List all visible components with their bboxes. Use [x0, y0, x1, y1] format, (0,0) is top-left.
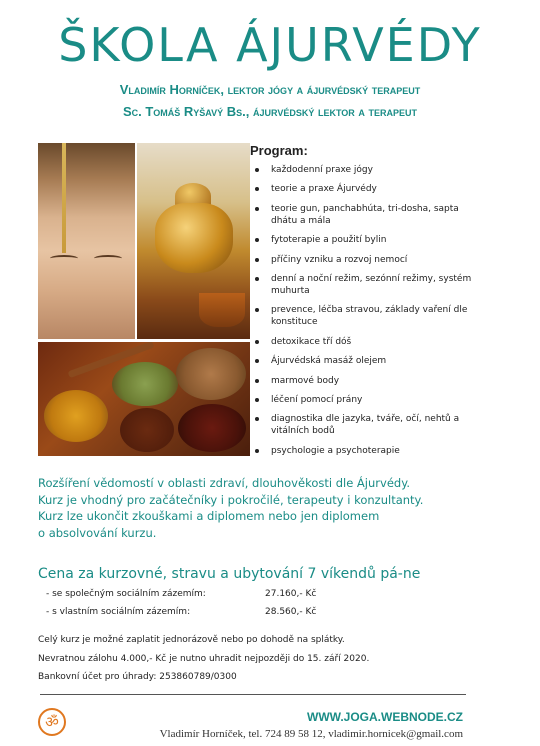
photo-collage — [38, 143, 250, 456]
program-item: příčiny vzniku a rozvoj nemocí — [250, 254, 480, 266]
lecturer-line-1: Vladimír Horníček, lektor jógy a ájurvédský terapeut — [119, 82, 421, 97]
course-description — [38, 475, 508, 541]
om-icon: ॐ — [38, 708, 66, 736]
program-item: teorie gun, panchabhúta, tri-dosha, sapta dhátu a mála — [250, 203, 480, 227]
lecturer-line-2: Sc. Tomáš Ryšavý Bs., ájurvédský lektor a terapeut — [122, 104, 418, 119]
price-row-shared — [46, 589, 317, 599]
program-item: diagnostika dle jazyka, tváře, očí, nehtů a vitálních bodů — [250, 413, 480, 437]
program-item: léčení pomocí prány — [250, 394, 480, 406]
deposit-info: Nevratnou zálohu 4.000,- Kč je nutno uhradit nejpozději do 15. září 2020. — [38, 654, 370, 664]
spices-photo — [38, 342, 250, 456]
description-line: Kurz lze ukončit zkouškami a diplomem nebo jen diplomem — [38, 509, 380, 523]
program-section — [250, 143, 480, 464]
contact-line: Vladimír Horníček, tel. 724 89 58 12, vladimir.hornicek@gmail.com — [159, 728, 463, 740]
footer-divider — [40, 694, 466, 695]
program-item: denní a noční režim, sezónní režimy, systém muhurta — [250, 273, 480, 297]
price-value: 27.160,- Kč — [265, 589, 317, 599]
program-item: teorie a praxe Ájurvédy — [250, 183, 480, 195]
price-label: - s vlastním sociálním zázemím: — [46, 607, 191, 617]
program-item: Ájurvédská masáž olejem — [250, 355, 480, 367]
oil-massage-photo — [38, 143, 135, 339]
teapot-photo — [137, 143, 250, 339]
price-row-private — [46, 607, 317, 617]
program-item: marmové body — [250, 375, 480, 387]
payment-info: Celý kurz je možné zaplatit jednorázově nebo po dohodě na splátky. — [38, 635, 345, 645]
program-list — [250, 164, 480, 457]
website-link[interactable]: WWW.JOGA.WEBNODE.CZ — [307, 710, 463, 724]
program-item: detoxikace tří dóš — [250, 336, 480, 348]
price-label: - se společným sociálním zázemím: — [46, 589, 206, 599]
description-line: o absolvování kurzu. — [38, 525, 157, 540]
page-title: ŠKOLA ÁJURVÉDY — [58, 18, 482, 72]
program-item: prevence, léčba stravou, základy vaření dle konstituce — [250, 304, 480, 328]
program-item: fytoterapie a použití bylin — [250, 234, 480, 246]
program-title: Program: — [250, 143, 308, 158]
program-item: psychologie a psychoterapie — [250, 445, 480, 457]
price-title: Cena za kurzovné, stravu a ubytování 7 víkendů pá-ne — [38, 566, 421, 582]
program-item: každodenní praxe jógy — [250, 164, 480, 176]
description-line: Kurz je vhodný pro začátečníky i pokročilé, terapeuty i konzultanty. — [38, 492, 424, 507]
price-value: 28.560,- Kč — [265, 607, 317, 617]
bank-account-info: Bankovní účet pro úhrady: 253860789/0300 — [38, 672, 237, 682]
description-line: Rozšíření vědomostí v oblasti zdraví, dlouhověkosti dle Ájurvédy. — [38, 476, 411, 490]
